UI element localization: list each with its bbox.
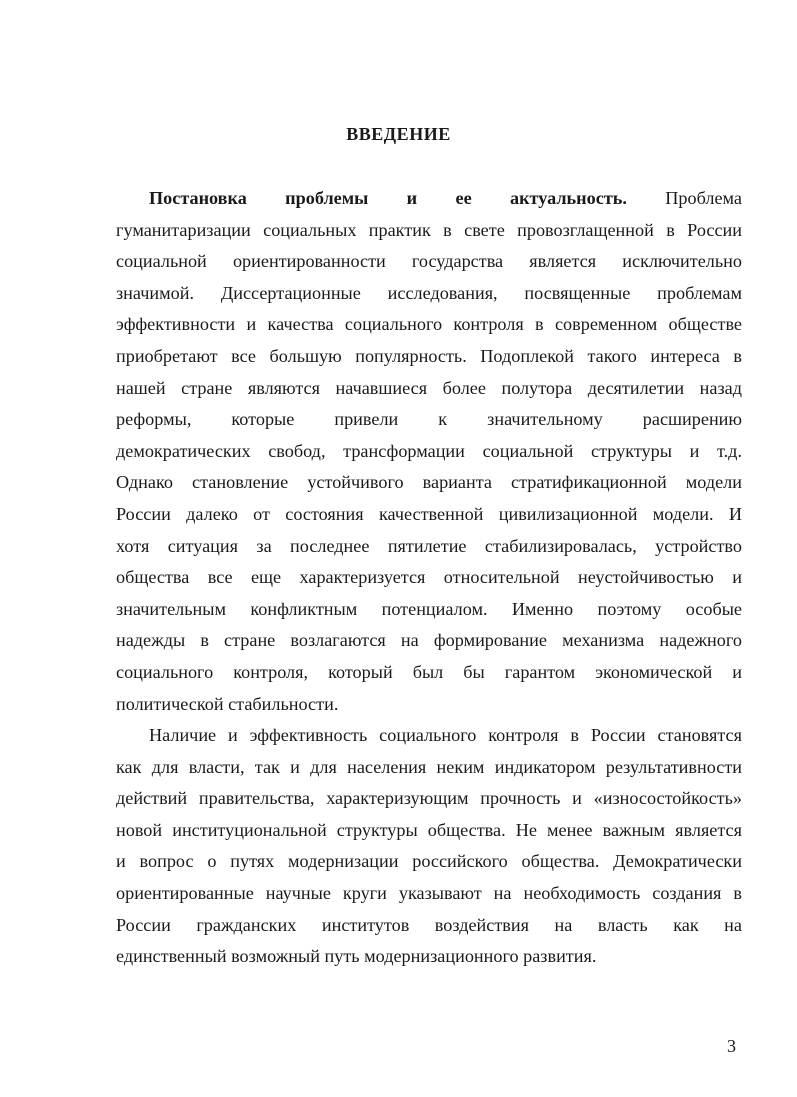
text-line: нашей стране являются начавшиеся более полутора десятилетии назад: [116, 377, 742, 398]
paragraph-social-control: [116, 720, 742, 973]
text-line: надежды в стране возлагаются на формирование механизма надежного: [116, 630, 742, 651]
text-line: реформы, которые привели к значительному расширению: [116, 409, 742, 430]
text-line: общества все еще характеризуется относительной неустойчивостью и: [116, 567, 742, 588]
text-line: хотя ситуация за последнее пятилетие стабилизировалась, устройство: [116, 535, 742, 556]
text-line: России далеко от состояния качественной цивилизационной модели. И: [116, 503, 742, 524]
text-line: ориентированные научные круги указывают на необходимость создания в: [116, 882, 742, 903]
text-line: демократических свобод, трансформации социальной структуры и т.д.: [116, 440, 742, 461]
text-line: приобретают все большую популярность. Подоплекой такого интереса в: [116, 345, 742, 366]
text-line: социального контроля, который был бы гарантом экономической и: [116, 661, 742, 682]
text-line: значимой. Диссертационные исследования, посвященные проблемам: [116, 282, 742, 303]
text-line: и вопрос о путях модернизации российского общества. Демократически: [116, 851, 742, 872]
text-line: гуманитаризации социальных практик в свете провозглащенной в России: [116, 219, 742, 240]
text-line: социальной ориентированности государства является исключительно: [116, 251, 742, 272]
text-line: [116, 183, 742, 215]
text-line: новой институциональной структуры общества. Не менее важным является: [116, 819, 742, 840]
section-heading: ВВЕДЕНИЕ: [346, 124, 451, 144]
text-line: политической стабильности.: [116, 693, 339, 714]
text-line: Наличие и эффективность социального контроля в России становятся: [149, 725, 742, 745]
text-line: действий правительства, характеризующим прочность и «износостойкость»: [116, 788, 742, 809]
text-line: эффективности и качества социального контроля в современном обществе: [116, 314, 742, 335]
text-line: значительным конфликтным потенциалом. Именно поэтому особые: [116, 598, 742, 619]
page-number: 3: [727, 1036, 736, 1056]
lead-in-bold: Постановка проблемы и ее актуальность.: [149, 188, 627, 208]
paragraph-problem-statement: [116, 183, 742, 720]
text-line: России гражданских институтов воздействия на власть как на: [116, 914, 742, 935]
text-line: Однако становление устойчивого варианта стратификационной модели: [116, 472, 742, 493]
text-line: как для власти, так и для населения неким индикатором результативности: [116, 756, 742, 777]
text-line: единственный возможный путь модернизационного развития.: [116, 946, 597, 967]
text-line-fragment: Проблема: [665, 188, 742, 208]
